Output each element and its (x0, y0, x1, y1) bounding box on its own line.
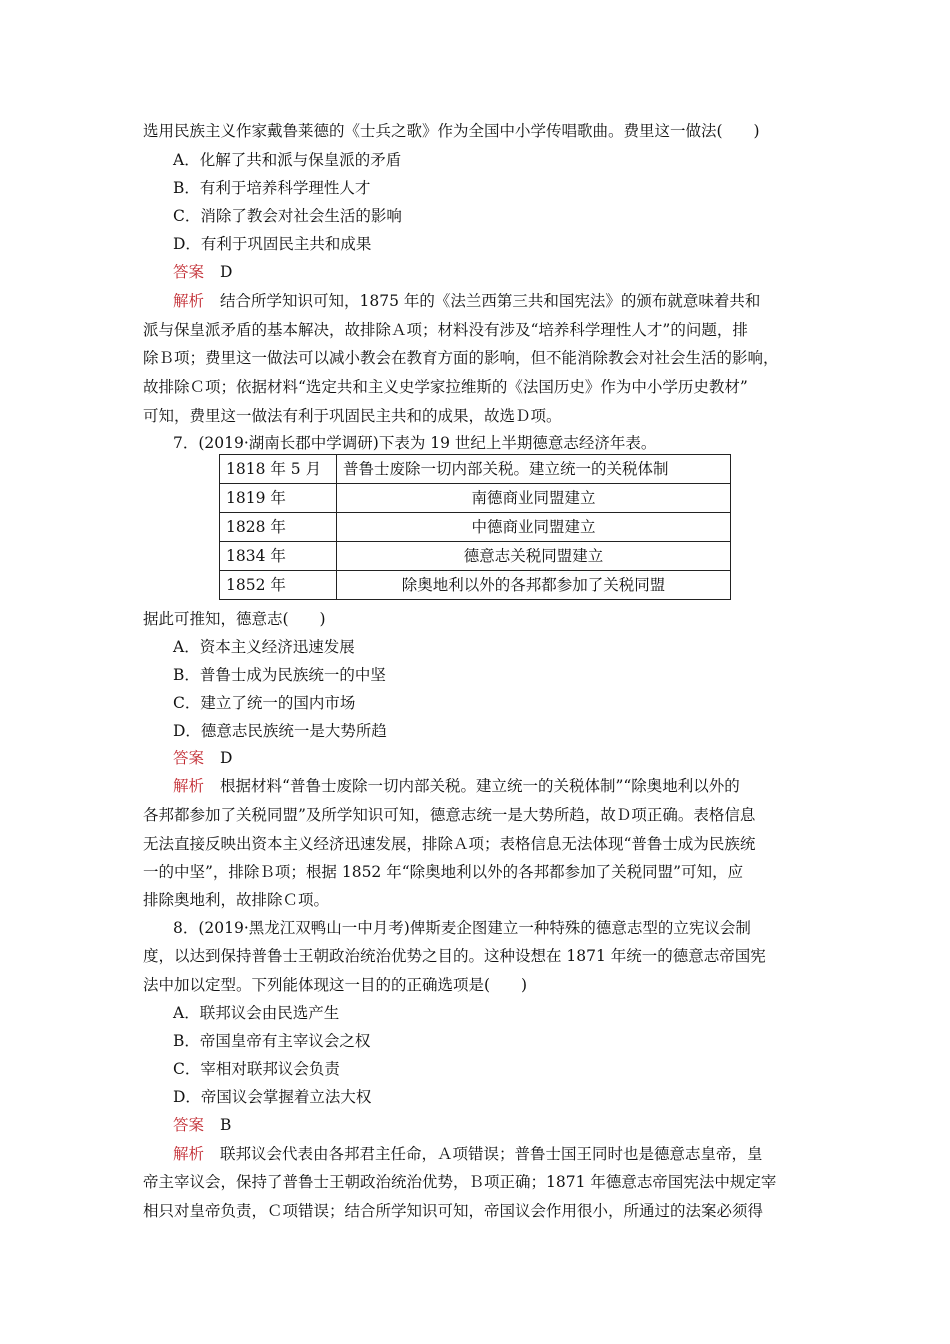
q7-analysis-line: 一的中坚”，排除Ｂ项；根据 1852 年“除奥地利以外的各邦都参加了关税同盟”可知，应 (143, 863, 744, 881)
analysis-label: 解析 (173, 777, 205, 795)
answer-value: D (220, 263, 233, 281)
answer-value: B (220, 1116, 232, 1134)
q6-option-c: C．消除了教会对社会生活的影响 (173, 207, 402, 225)
table-row (220, 513, 731, 542)
q6-analysis-line: 派与保皇派矛盾的基本解决，故排除Ａ项；材料没有涉及“培养科学理性人才”的问题，排 (143, 321, 748, 339)
answer-label: 答案 (173, 1116, 205, 1134)
q7-analysis-line: 各邦都参加了关税同盟”及所学知识可知，德意志统一是大势所趋，故Ｄ项正确。表格信息 (143, 806, 756, 824)
answer-value: D (220, 749, 233, 767)
table-cell-year: 1852 年 (220, 571, 337, 600)
q6-stem: 选用民族主义作家戴鲁莱德的《士兵之歌》作为全国中小学传唱歌曲。费里这一做法( ) (143, 122, 760, 140)
q7-analysis-line: 解析 根据材料“普鲁士废除一切内部关税。建立统一的关税体制”“除奥地利以外的 (173, 777, 740, 795)
table-row (220, 542, 731, 571)
q6-analysis-line: 可知，费里这一做法有利于巩固民主共和的成果，故选Ｄ项。 (143, 407, 562, 425)
economic-chronology-table (219, 454, 731, 600)
q8-analysis-line: 相只对皇帝负责，Ｃ项错误；结合所学知识可知，帝国议会作用很小，所通过的法案必须得 (143, 1202, 764, 1220)
q6-option-b: B．有利于培养科学理性人才 (173, 179, 371, 197)
q8-analysis-line: 帝主宰议会，保持了普鲁士王朝政治统治优势，Ｂ项正确；1871 年德意志帝国宪法中规定宰 (143, 1173, 777, 1191)
q7-question: 据此可推知，德意志( ) (143, 610, 326, 628)
analysis-label: 解析 (173, 292, 205, 310)
table-row (220, 455, 731, 484)
q7-answer (173, 748, 232, 768)
table-cell-event: 普鲁士废除一切内部关税。建立统一的关税体制 (337, 455, 731, 484)
table-cell-year: 1828 年 (220, 513, 337, 542)
q6-option-a: A．化解了共和派与保皇派的矛盾 (173, 151, 402, 169)
q6-answer (173, 262, 232, 282)
answer-label: 答案 (173, 749, 205, 767)
q8-stem-line: 度，以达到保持普鲁士王朝政治统治优势之目的。这种设想在 1871 年统一的德意志帝国宪 (143, 947, 766, 965)
answer-label: 答案 (173, 263, 205, 281)
q8-option-c: C．宰相对联邦议会负责 (173, 1060, 340, 1078)
table-row (220, 484, 731, 513)
table-cell-event: 德意志关税同盟建立 (337, 542, 731, 571)
q8-option-d: D．帝国议会掌握着立法大权 (173, 1088, 372, 1106)
q7-analysis-line: 无法直接反映出资本主义经济迅速发展，排除Ａ项；表格信息无法体现“普鲁士成为民族统 (143, 835, 756, 853)
q7-option-c: C．建立了统一的国内市场 (173, 694, 356, 712)
q6-analysis-line: 除Ｂ项；费里这一做法可以减小教会在教育方面的影响，但不能消除教会对社会生活的影响， (143, 349, 779, 367)
q6-analysis-line: 解析 结合所学知识可知，1875 年的《法兰西第三共和国宪法》的颁布就意味着共和 (173, 292, 761, 310)
q7-analysis-line: 排除奥地利，故排除Ｃ项。 (143, 891, 330, 909)
table-cell-year: 1834 年 (220, 542, 337, 571)
table-cell-year: 1818 年 5 月 (220, 455, 337, 484)
q7-stem: 7．(2019·湖南长郡中学调研)下表为 19 世纪上半期德意志经济年表。 (173, 434, 657, 452)
q7-option-d: D．德意志民族统一是大势所趋 (173, 722, 387, 740)
q7-option-a: A．资本主义经济迅速发展 (173, 638, 355, 656)
table-cell-event: 中德商业同盟建立 (337, 513, 731, 542)
q8-option-b: B．帝国皇帝有主宰议会之权 (173, 1032, 371, 1050)
table-cell-event: 除奥地利以外的各邦都参加了关税同盟 (337, 571, 731, 600)
table-cell-year: 1819 年 (220, 484, 337, 513)
q8-analysis-line: 解析 联邦议会代表由各邦君主任命，Ａ项错误；普鲁士国王同时也是德意志皇帝，皇 (173, 1145, 763, 1163)
table-row (220, 571, 731, 600)
q6-option-d: D．有利于巩固民主共和成果 (173, 235, 372, 253)
analysis-label: 解析 (173, 1145, 205, 1163)
q7-option-b: B．普鲁士成为民族统一的中坚 (173, 666, 386, 684)
q8-stem-line: 法中加以定型。下列能体现这一目的的正确选项是( ) (143, 976, 528, 994)
q8-stem-line: 8．(2019·黑龙江双鸭山一中月考)俾斯麦企图建立一种特殊的德意志型的立宪议会制 (173, 919, 751, 937)
q6-analysis-line: 故排除Ｃ项；依据材料“选定共和主义史学家拉维斯的《法国历史》作为中小学历史教材” (143, 378, 748, 396)
q8-option-a: A．联邦议会由民选产生 (173, 1004, 340, 1022)
q8-answer (173, 1115, 231, 1135)
table-cell-event: 南德商业同盟建立 (337, 484, 731, 513)
